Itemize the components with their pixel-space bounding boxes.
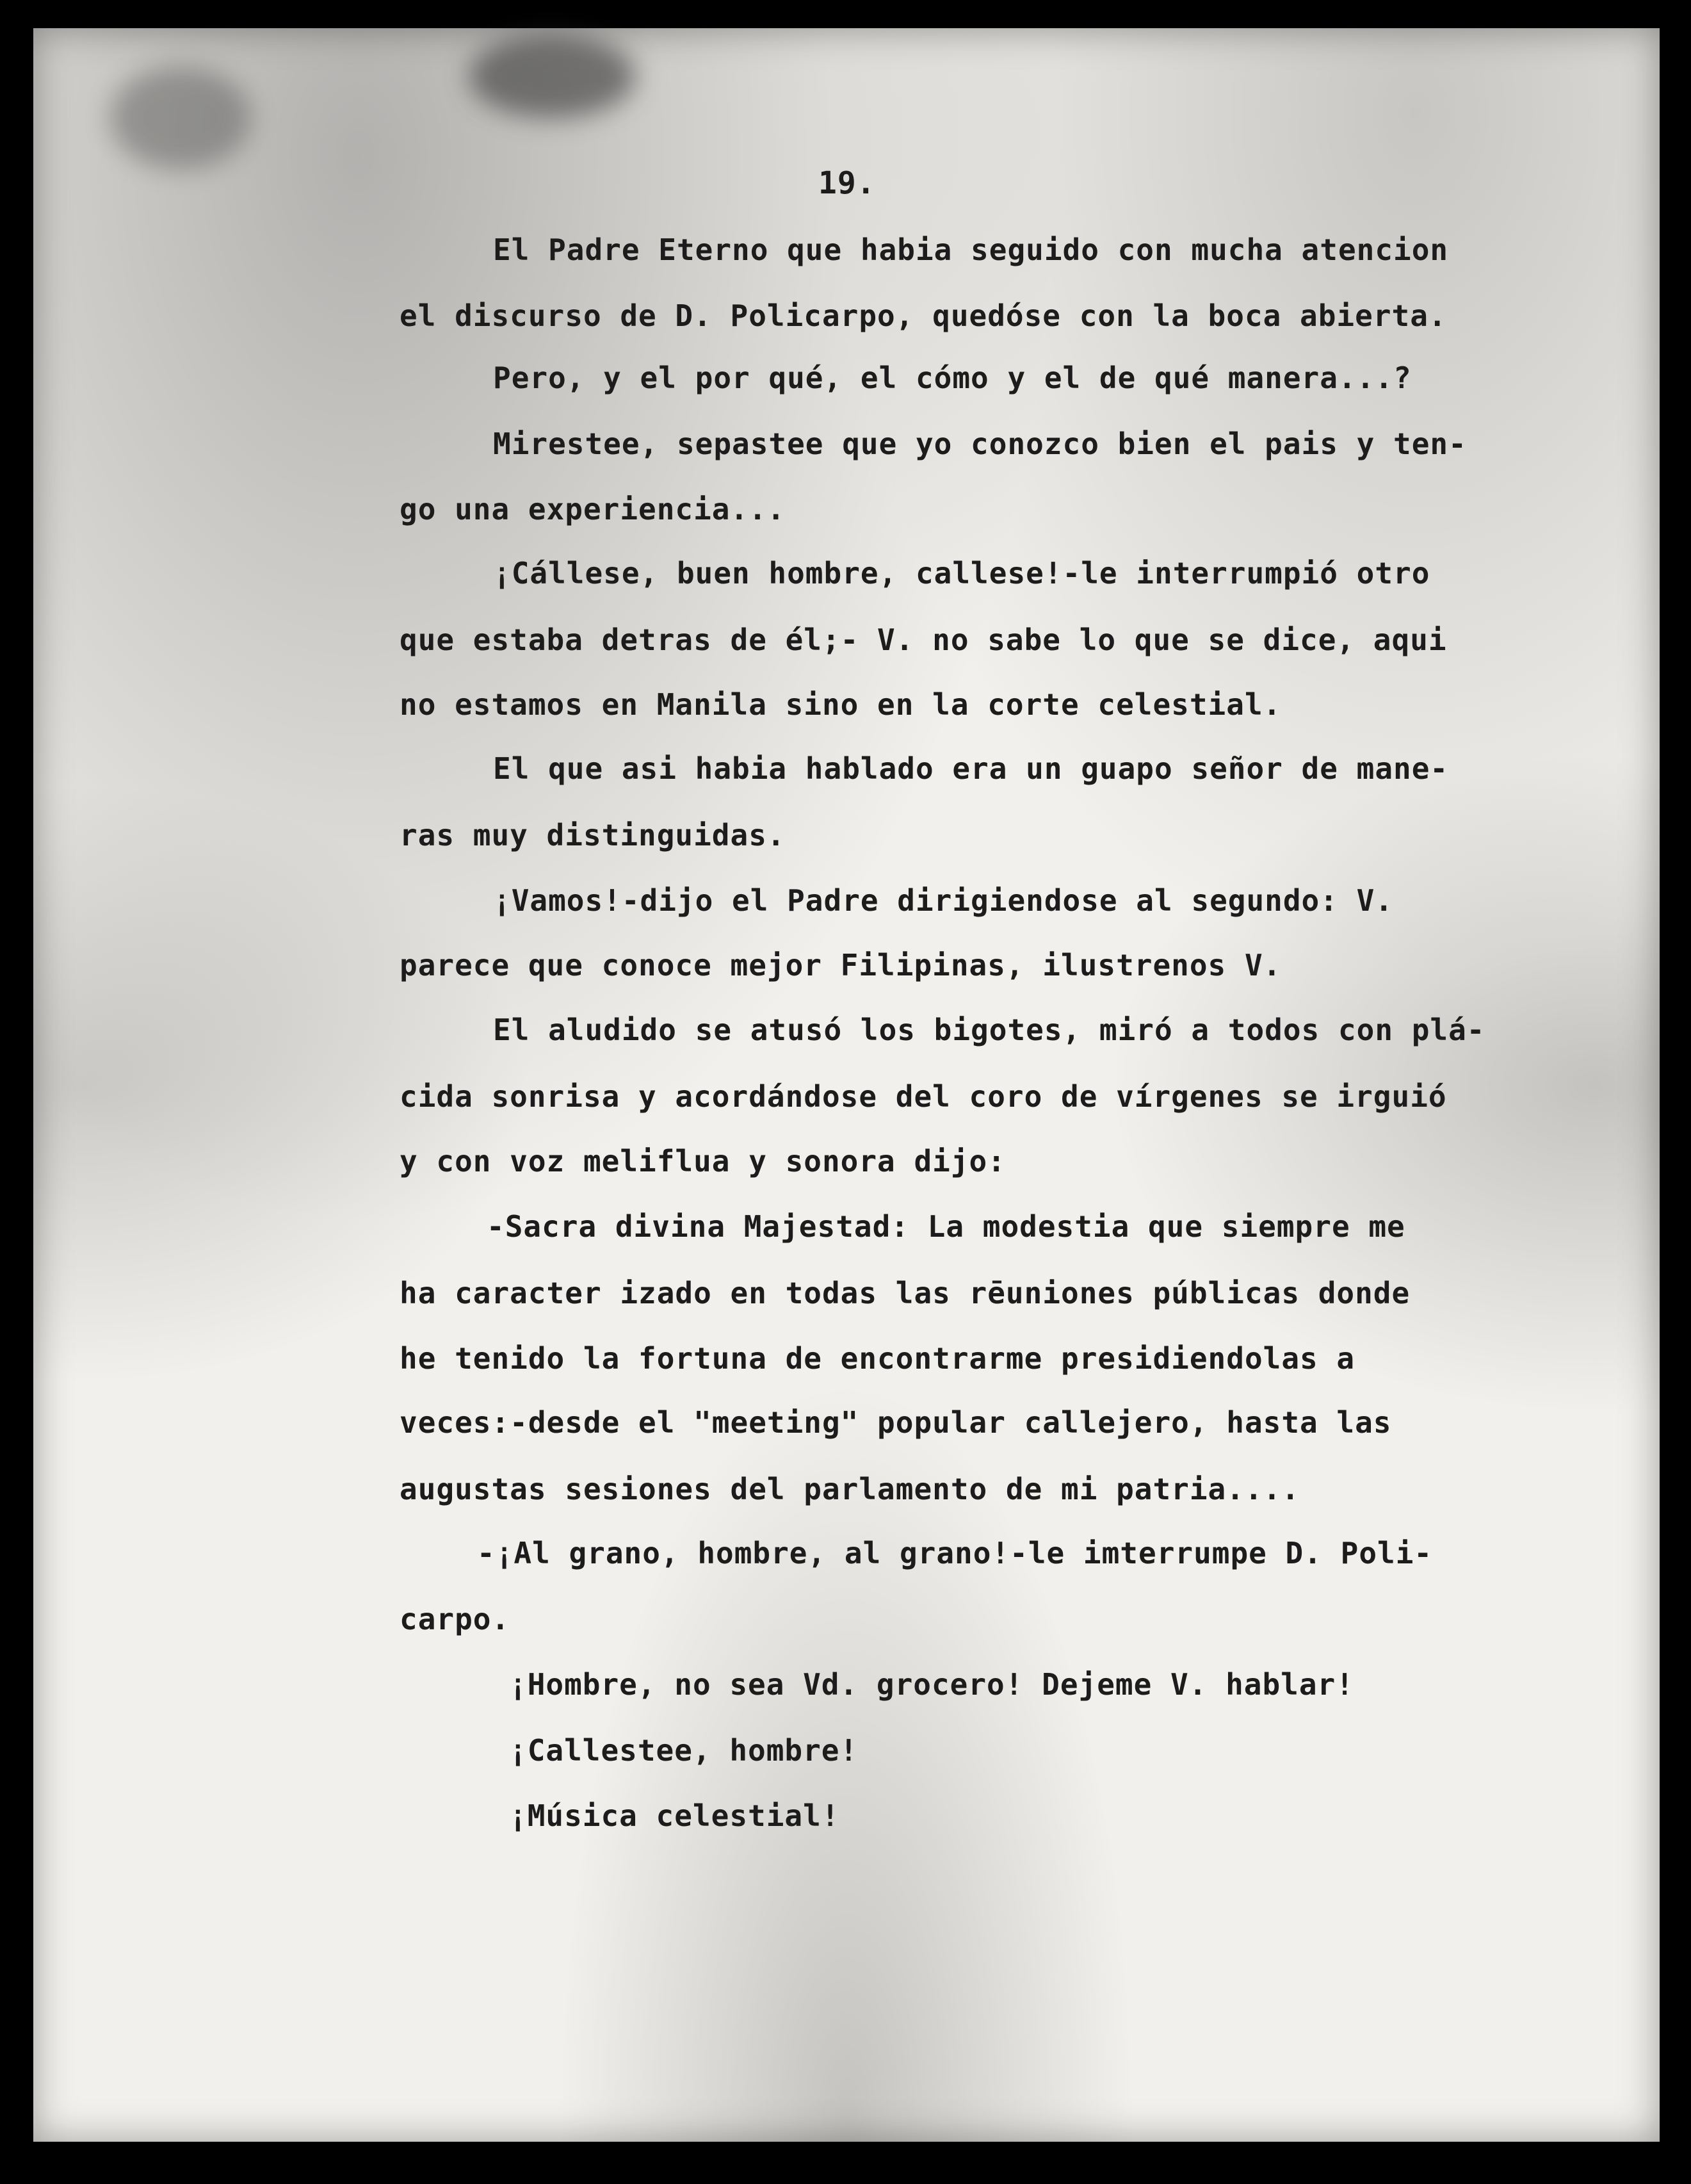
text-line: el discurso de D. Policarpo, quedóse con la boca abierta. [400,298,1447,333]
text-line: ha caracter izado en todas las rēuniones públicas donde [400,1276,1411,1310]
text-line: El que asi habia hablado era un guapo señor de mane- [493,751,1449,786]
text-line: ras muy distinguidas. [400,818,786,852]
text-line: -Sacra divina Majestad: La modestia que siempre me [487,1209,1405,1244]
text-line: ¡Música celestial! [509,1798,840,1833]
text-line: ¡Vamos!-dijo el Padre dirigiendose al segundo: V. [493,883,1394,918]
text-line: augustas sesiones del parlamento de mi patria.... [400,1472,1300,1506]
text-line: he tenido la fortuna de encontrarme presidiendolas a [400,1341,1355,1376]
text-line: no estamos en Manila sino en la corte celestial. [400,687,1282,722]
page-number: 19. [818,165,876,201]
text-line: El Padre Eterno que habia seguido con mucha atencion [493,232,1449,267]
text-line: Mirestee, sepastee que yo conozco bien el pais y ten- [493,427,1467,461]
text-line: ¡Hombre, no sea Vd. grocero! Dejeme V. hablar! [509,1667,1354,1702]
text-line: cida sonrisa y acordándose del coro de vírgenes se irguió [400,1079,1447,1114]
text-line: go una experiencia... [400,492,786,526]
text-line: parece que conoce mejor Filipinas, ilustrenos V. [400,948,1282,982]
text-line: -¡Al grano, hombre, al grano!-le imterrumpe D. Poli- [477,1536,1433,1570]
text-line: que estaba detras de él;- V. no sabe lo que se dice, aqui [400,623,1447,657]
text-line: El aludido se atusó los bigotes, miró a todos con plá- [493,1013,1485,1047]
text-line: ¡Callestee, hombre! [509,1733,859,1768]
text-line: ¡Cállese, buen hombre, callese!-le interrumpió otro [493,556,1430,591]
text-line: Pero, y el por qué, el cómo y el de qué manera...? [493,361,1412,395]
text-line: y con voz meliflua y sonora dijo: [400,1144,1006,1178]
text-line: veces:-desde el "meeting" popular callejero, hasta las [400,1405,1392,1440]
text-line: carpo. [400,1602,510,1636]
